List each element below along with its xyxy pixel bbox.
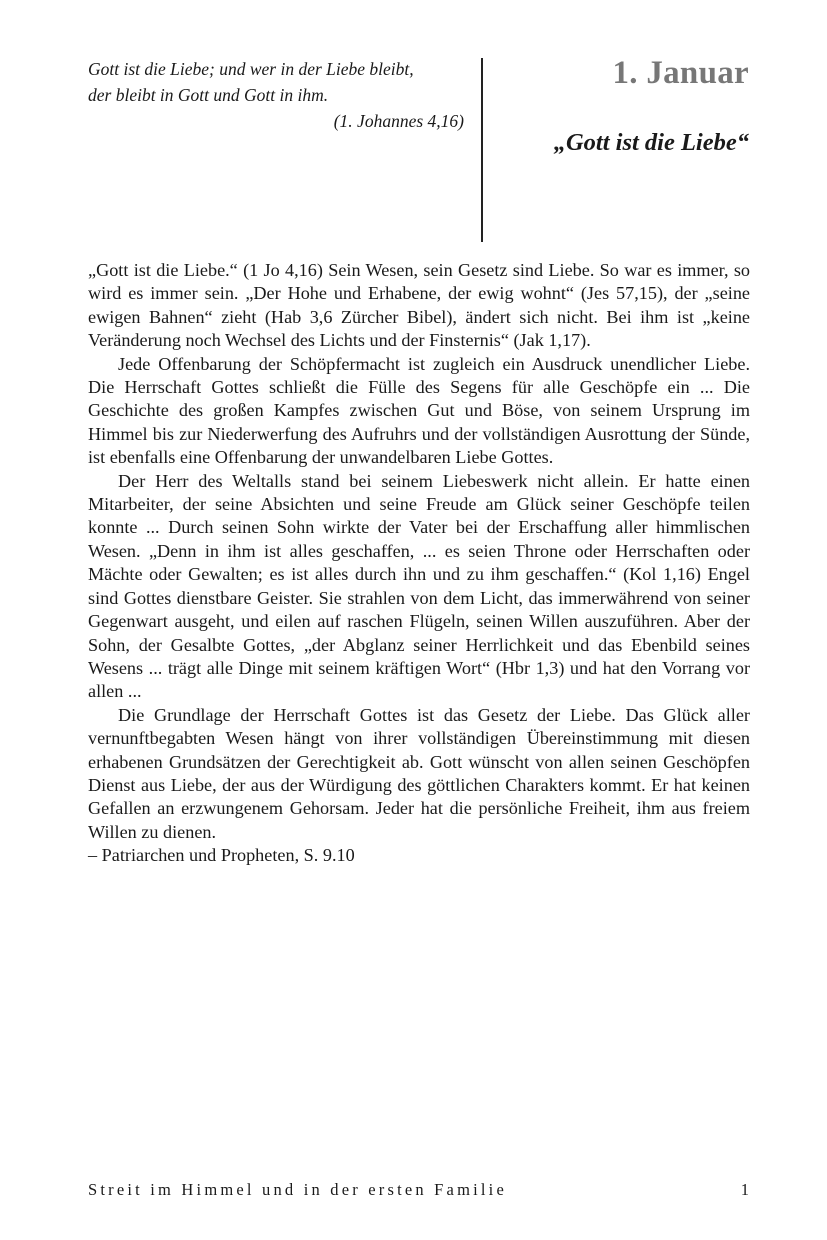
bible-verse <box>88 56 464 134</box>
page-header <box>0 0 827 250</box>
book-title: Streit im Himmel und in der ersten Familie <box>88 1180 507 1199</box>
page-title: „Gott ist die Liebe“ <box>553 129 749 156</box>
body-text <box>88 259 750 868</box>
paragraph: Der Herr des Weltalls stand bei seinem Liebeswerk nicht allein. Er hatte einen Mitarbeiter, der seine Absichten und seine Freude am Glück seiner Geschöpfe teilen konnte ... Durch seinen Sohn wirkte der Vater bei der Erschaffung aller himmlischen Wesen. „Denn in ihm ist alles geschaffen, ... es seien Throne oder Herrschaften oder Mächte oder Gewalten; es ist alles durch ihn und zu ihm geschaffen.“ (Kol 1,16) Engel sind Gottes dienstbare Geister. Sie strahlen von dem Licht, das immerwährend von seiner Gegenwart ausgeht, und eilen auf raschen Flügeln, seinen Willen auszuführen. Aber der Sohn, der Gesalbte Gottes, „der Abglanz seiner Herrlichkeit und das Ebenbild seines Wesens ... trägt alle Dinge mit seinem kräftigen Wort“ (Hbr 1,3) und hat den Vorrang vor allen ... <box>88 470 750 702</box>
paragraph: Die Grundlage der Herrschaft Gottes ist das Gesetz der Liebe. Das Glück aller vernunftbegabten Wesen hängt von ihrer vollständigen Übereinstimmung mit diesen erhabenen Grundsätzen der Gerechtigkeit ab. Gott wünscht von allen seinen Geschöpfen Dienst aus Liebe, der aus der Würdigung des göttlichen Charakters kommt. Er hat keinen Gefallen an erzwungenem Gehorsam. Jeder hat die persönliche Freiheit, ihm aus freiem Willen zu dienen. <box>88 704 750 842</box>
verse-line: Gott ist die Liebe; und wer in der Liebe bleibt, <box>88 59 414 79</box>
paragraph: „Gott ist die Liebe.“ (1 Jo 4,16) Sein Wesen, sein Gesetz sind Liebe. So war es immer, so wird es immer sein. „Der Hohe und Erhabene, der ewig wohnt“ (Jes 57,15), der „seine ewigen Bahnen“ zieht (Hab 3,6 Zürcher Bibel), ändert sich nicht. Bei ihm ist „keine Veränderung noch Wechsel des Lichts und der Finsternis“ (Jak 1,17). <box>88 260 750 351</box>
page-footer <box>88 1180 749 1204</box>
verse-reference: (1. Johannes 4,16) <box>333 111 464 131</box>
page-number: 1 <box>740 1180 749 1199</box>
paragraph: Jede Offenbarung der Schöpfermacht ist zugleich ein Ausdruck unendlicher Liebe. Die Herrschaft Gottes schließt die Fülle des Segens für alle Geschöpfe ein ... Die Geschichte des großen Kampfes zwischen Gut und Böse, von seinem Ursprung im Himmel bis zur Niederwerfung des Aufruhrs und der vollständigen Ausrottung der Sünde, ist ebenfalls eine Offenbarung der unwandelbaren Liebe Gottes. <box>88 353 750 468</box>
source-citation: – Patriarchen und Propheten, S. 9.10 <box>88 845 355 866</box>
page-date: 1. Januar <box>612 55 749 91</box>
verse-line: der bleibt in Gott und Gott in ihm. <box>88 85 329 105</box>
vertical-divider <box>481 58 483 242</box>
